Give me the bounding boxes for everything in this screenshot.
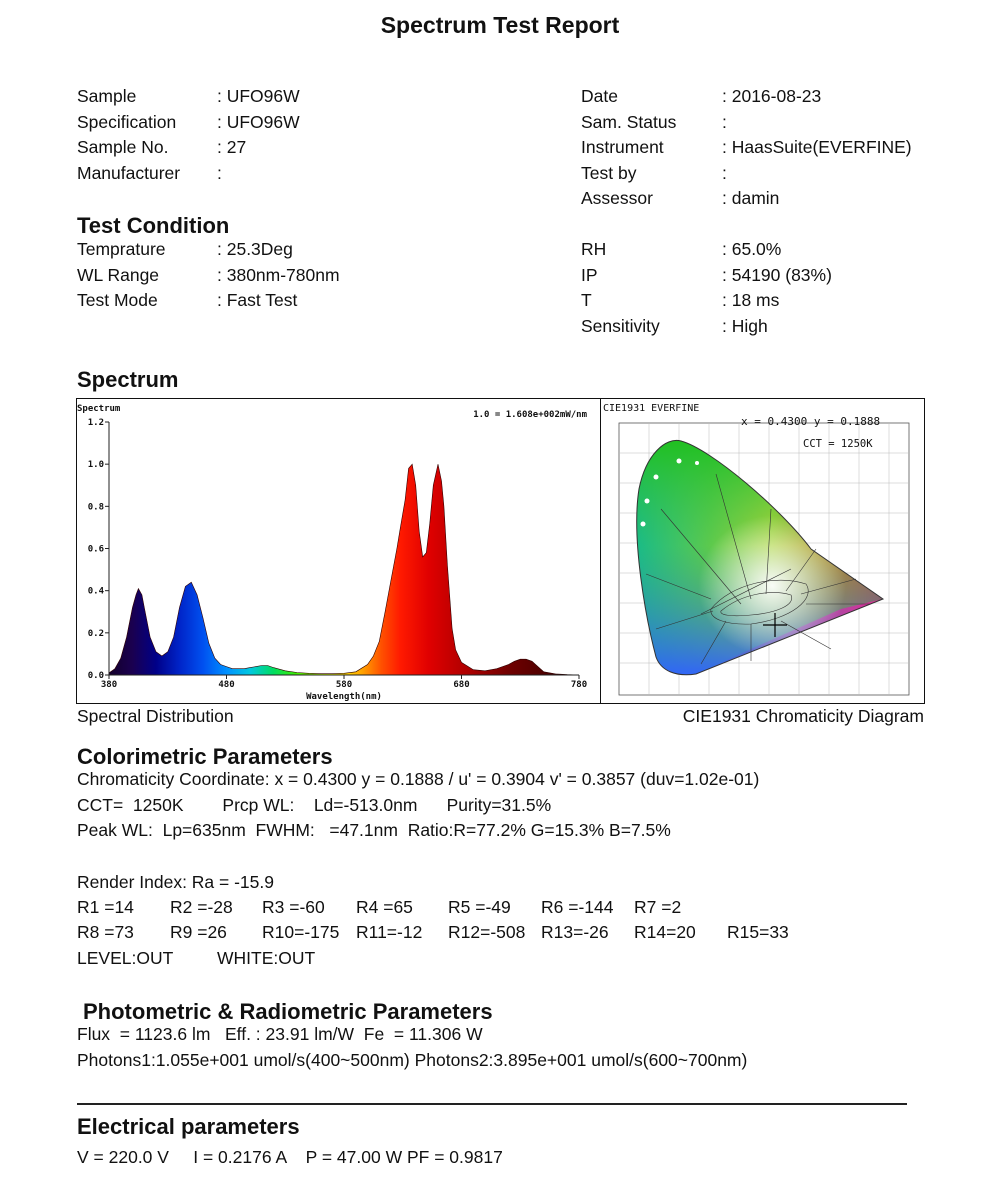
y-tick-label: 0.2 [87,628,104,639]
r-values-row-1 [77,897,937,919]
x-tick-label: 780 [570,680,588,690]
x-tick-label: 680 [453,680,470,690]
spectrum-chart [76,398,601,704]
info-row: Sam. Status : [581,111,727,132]
report-title: Spectrum Test Report [380,12,620,38]
level-status: LEVEL:OUT [77,948,174,968]
electrical-heading: Electrical parameters [77,1114,300,1139]
y-tick-label: 0.4 [87,586,104,597]
r-value: R1 =14 [77,897,134,917]
cie-cct: CCT = 1250K [803,438,873,450]
sample-info-right [581,84,912,212]
info-row: Sample No. : 27 [77,137,247,157]
info-row: Sample : UFO96W [77,86,300,106]
x-tick-label: 580 [335,680,353,690]
r-value: R2 =-28 [170,897,233,917]
info-row: Temprature : 25.3Deg [77,239,293,259]
r-value: R5 =-49 [448,897,511,917]
cie-gamut [637,440,883,674]
cct-line: CCT= 1250K Prcp WL: Ld=-513.0nm Purity=31.5% [77,795,552,815]
r-value: R8 =73 [77,922,134,942]
sample-info-left [77,84,300,186]
level-row [77,948,477,970]
peak-wl-line: Peak WL: Lp=635nm FWHM: =47.1nm Ratio:R=77.2% G=15.3% B=7.5% [77,820,671,840]
photometric-heading: Photometric & Radiometric Parameters [83,999,493,1024]
info-row: Specification : UFO96W [77,111,300,132]
cie-caption: CIE1931 Chromaticity Diagram [682,706,924,726]
info-row: Test by : [581,162,727,183]
y-tick-label: 0.6 [87,544,104,555]
spectrum-heading: Spectrum [77,367,179,392]
chart-title: Spectrum [77,404,121,414]
flux-line: Flux = 1123.6 lm Eff. : 23.91 lm/W Fe = 11.306 W [77,1024,483,1044]
spectral-distribution-caption: Spectral Distribution [77,706,234,726]
info-row: Test Mode : Fast Test [77,290,298,310]
y-tick-label: 0.8 [87,502,104,513]
photons-line: Photons1:1.055e+001 umol/s(400~500nm) Photons2:3.895e+001 umol/s(600~700nm) [77,1050,748,1070]
r-value: R10=-175 [262,922,340,942]
info-row: Instrument : HaasSuite(EVERFINE) [581,137,912,157]
info-row: RH : 65.0% [581,239,782,259]
x-tick-label: 480 [218,680,235,690]
r-value: R9 =26 [170,922,227,942]
x-tick-label: 380 [100,680,118,690]
r-value: R15=33 [727,922,789,942]
spectrum-plot [77,399,600,703]
divider [77,1103,907,1105]
chart-annotation: 1.0 = 1.608e+002mW/nm [473,410,587,420]
info-row: Sensitivity : High [581,315,768,336]
test-condition-heading: Test Condition [77,213,230,238]
chromaticity-line: Chromaticity Coordinate: x = 0.4300 y = 0.1888 / u' = 0.3904 v' = 0.3857 (duv=1.02e-01) [77,769,760,789]
info-row: IP : 54190 (83%) [581,264,832,285]
r-value: R11=-12 [356,922,423,942]
test-condition-right [581,237,832,339]
x-axis-label: Wavelength(nm) [306,692,382,702]
r-value: R7 =2 [634,897,682,917]
info-row: Assessor : damin [581,188,780,208]
y-tick-label: 1.0 [87,460,104,471]
r-values-row-2 [77,922,937,944]
info-row: Date : 2016-08-23 [581,86,822,106]
info-row: T : 18 ms [581,290,780,310]
render-index: Render Index: Ra = -15.9 [77,872,274,892]
test-condition-left [77,237,340,314]
cie-diagram [600,398,925,704]
cie-coordinate: x = 0.4300 y = 0.1888 [741,415,881,428]
cie-title: CIE1931 EVERFINE [603,403,700,414]
white-status: WHITE:OUT [217,948,316,968]
r-value: R13=-26 [541,922,609,942]
cie-plot [601,399,924,703]
y-tick-label: 0.0 [87,671,104,681]
spectrum-curve [109,464,579,675]
info-row: WL Range : 380nm-780nm [77,264,340,285]
electrical-line: V = 220.0 V I = 0.2176 A P = 47.00 W PF = 0.9817 [77,1147,503,1167]
colorimetric-heading: Colorimetric Parameters [77,744,333,769]
r-value: R14=20 [634,922,696,942]
r-value: R12=-508 [448,922,526,942]
y-tick-label: 1.2 [87,418,104,428]
info-row: Manufacturer : [77,162,222,183]
r-value: R3 =-60 [262,897,325,917]
r-value: R4 =65 [356,897,413,917]
r-value: R6 =-144 [541,897,614,917]
